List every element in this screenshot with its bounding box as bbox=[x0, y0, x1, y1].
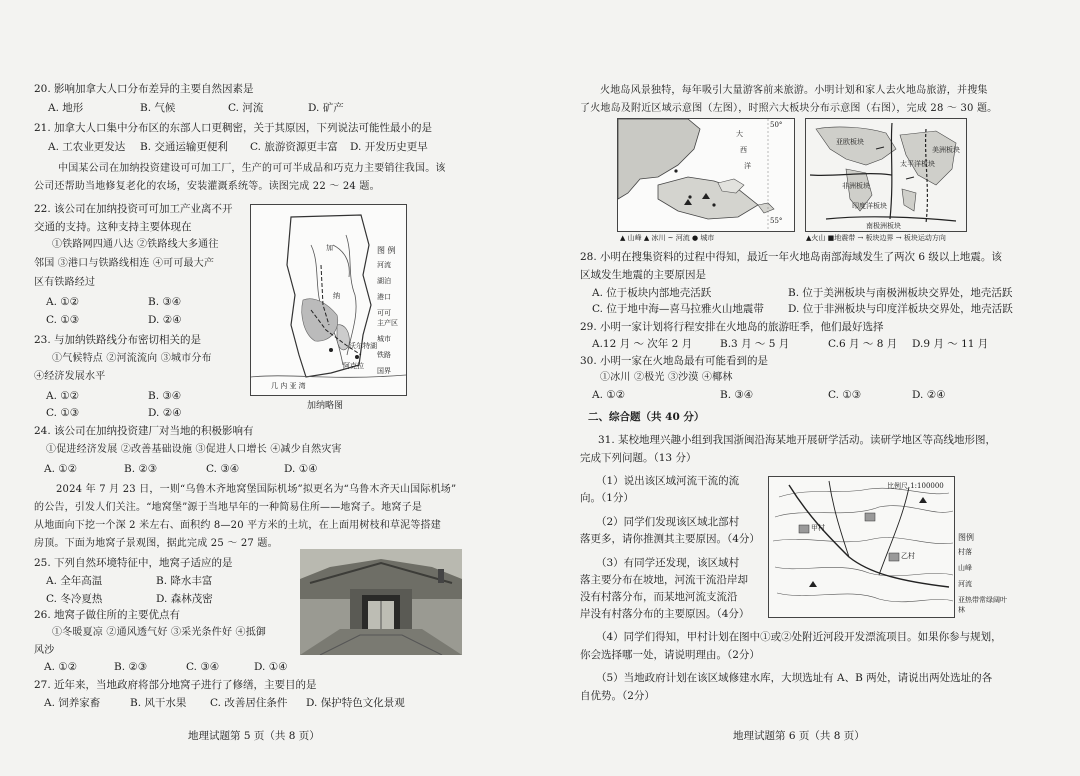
contour-scale: 比例尺 1:100000 bbox=[887, 482, 944, 490]
q23-stmt-1: ①气候特点 ②河流流向 ③城市分布 bbox=[52, 353, 212, 364]
q24-option-d: D. ①④ bbox=[284, 463, 318, 475]
q27-stem: 27. 近年来，当地政府将部分地窝子进行了修缮，主要目的是 bbox=[34, 679, 317, 691]
q26-option-b: B. ②③ bbox=[114, 661, 148, 673]
q21-option-d: D. 开发历史更早 bbox=[350, 141, 428, 153]
q21-option-a: A. 工农业更发达 bbox=[48, 141, 126, 153]
plate-label-indian: 印度洋板块 bbox=[852, 202, 887, 210]
q28-option-c: C. 位于地中海—喜马拉雅火山地震带 bbox=[592, 303, 764, 315]
q22-option-a: A. ①② bbox=[46, 296, 80, 308]
q26-option-d: D. ①④ bbox=[254, 661, 288, 673]
ocean-label-2: 西 bbox=[740, 146, 747, 154]
q26-option-c: C. ③④ bbox=[186, 661, 220, 673]
ocean-label-3: 洋 bbox=[744, 162, 751, 170]
q26-option-a: A. ①② bbox=[44, 661, 78, 673]
q31-p4-line-2: 你会选择哪一处，请说明理由。（2分） bbox=[580, 649, 760, 661]
legend-port: 港口 bbox=[377, 293, 391, 301]
q24-option-b: B. ②③ bbox=[124, 463, 158, 475]
q29-option-c: C.6 月 ～ 8 月 bbox=[828, 338, 898, 350]
map-label-lake: 沃尔特湖 bbox=[349, 342, 377, 350]
q28-line-2: 区域发生地震的主要原因是 bbox=[580, 269, 706, 281]
q23-stem: 23. 与加纳铁路线分布密切相关的是 bbox=[34, 334, 202, 346]
plates-map-svg bbox=[806, 119, 966, 231]
q25-option-c: C. 冬冷夏热 bbox=[46, 593, 103, 605]
q22-line-2: 交通的支持。这种支持主要体现在 bbox=[34, 221, 192, 233]
q30-option-c: C. ①③ bbox=[828, 389, 862, 401]
q25-option-a: A. 全年高温 bbox=[46, 575, 103, 587]
legend-forest: 亚热带常绿阔叶林 bbox=[958, 596, 1007, 614]
q31-p3-line-1: （3）有同学还发现，该区域村 bbox=[596, 557, 740, 569]
q30-stmts: ①冰川 ②极光 ③沙漠 ④椰林 bbox=[600, 372, 733, 383]
q20-option-c: C. 河流 bbox=[228, 102, 264, 114]
q23-option-d: D. ②④ bbox=[148, 407, 182, 419]
q27-option-d: D. 保护特色文化景观 bbox=[306, 697, 405, 709]
q23-option-b: B. ③④ bbox=[148, 390, 182, 402]
right-page bbox=[540, 0, 1080, 776]
contour-map bbox=[768, 476, 955, 618]
q24-stmts: ①促进经济发展 ②改善基础设施 ③促进人口增长 ④减少自然灾害 bbox=[46, 444, 342, 455]
q22-stmt-2: 邻国 ③港口与铁路线相连 ④可可最大产 bbox=[34, 258, 215, 269]
legend-railway: 铁路 bbox=[377, 351, 391, 359]
right-intro-line-2: 了火地岛及附近区域示意图（左图），时照六大板块分布示意图（右图），完成 28 ～ 30 题。 bbox=[580, 103, 998, 114]
plate-label-eurasia: 亚欧板块 bbox=[836, 138, 864, 146]
plates-map-legend: ▲火山 ■地震带 → 板块边界 → 板块运动方向 bbox=[806, 234, 946, 242]
q26-stmt-2: 风沙 bbox=[34, 645, 55, 656]
q31-p4-line-1: （4）同学们得知，甲村计划在图中①或②处附近河段开发漂流项目。如果你参与规划， bbox=[596, 631, 1002, 643]
intro2-line-2: 的公告，引发人们关注。“地窝堡”源于当地早年的一种简易住所——地窝子。地窝子是 bbox=[34, 502, 423, 513]
contour-legend-title: 图例 bbox=[958, 533, 974, 542]
plates-map bbox=[805, 118, 967, 232]
q31-p5-line-2: 自优势。（2分） bbox=[580, 690, 655, 702]
q23-option-a: A. ①② bbox=[46, 390, 80, 402]
q20-stem: 20. 影响加拿大人口分布差异的主要自然因素是 bbox=[34, 83, 254, 95]
map-legend-title: 图 例 bbox=[377, 246, 396, 255]
dugout-photo bbox=[300, 549, 462, 655]
map-label-sea: 几 内 亚 湾 bbox=[271, 382, 306, 390]
q30-stem: 30. 小明一家在火地岛最有可能看到的是 bbox=[580, 355, 769, 367]
dugout-photo-svg bbox=[300, 549, 462, 655]
plate-label-africa: 非洲板块 bbox=[842, 182, 870, 190]
plate-label-america: 美洲板块 bbox=[932, 146, 960, 154]
q20-option-d: D. 矿产 bbox=[308, 102, 344, 114]
legend-lake: 湖泊 bbox=[377, 277, 391, 285]
tierra-del-fuego-map bbox=[617, 118, 795, 232]
legend-river: 河流 bbox=[377, 261, 391, 269]
legend-cocoa-area: 主产区 bbox=[377, 319, 398, 327]
q22-option-c: C. ①③ bbox=[46, 314, 80, 326]
q25-stem: 25. 下列自然环境特征中，地窝子适应的是 bbox=[34, 557, 233, 569]
q31-p5-line-1: （5）当地政府计划在该区域修建水库，大坝选址有 A、B 两处，请说出两处选址的各 bbox=[596, 672, 993, 684]
q26-stem: 26. 地窝子做住所的主要优点有 bbox=[34, 609, 181, 621]
q21-stem: 21. 加拿大人口集中分布区的东部人口更稠密，关于其原因，下列说法可能性最小的是 bbox=[34, 122, 433, 134]
q29-option-b: B.3 月 ～ 5 月 bbox=[720, 338, 790, 350]
map-label-country2: 纳 bbox=[333, 292, 340, 300]
ocean-label-1: 大 bbox=[736, 130, 743, 138]
q22-option-d: D. ②④ bbox=[148, 314, 182, 326]
q29-option-a: A.12 月 ～ 次年 2 月 bbox=[592, 338, 693, 350]
lat-55-label: 55° bbox=[770, 217, 783, 225]
contour-map-svg bbox=[769, 477, 954, 617]
village-yi-label: 乙村 bbox=[901, 552, 915, 560]
legend-city: 城市 bbox=[377, 335, 391, 343]
q22-stmt-3: 区有铁路经过 bbox=[34, 277, 96, 288]
q26-stmt-1: ①冬暖夏凉 ②通风透气好 ③采光条件好 ④抵御 bbox=[52, 627, 267, 638]
q28-option-a: A. 位于板块内部地壳活跃 bbox=[592, 287, 712, 299]
q31-intro-line-2: 完成下列问题。（13 分） bbox=[580, 452, 697, 464]
q22-option-b: B. ③④ bbox=[148, 296, 182, 308]
intro2-line-3: 从地面向下挖一个深 2 米左右、面积约 8—20 平方米的土坑，在上面用树枝和草泥等搭建 bbox=[34, 520, 441, 531]
q27-option-a: A. 饲养家畜 bbox=[44, 697, 101, 709]
q24-stem: 24. 该公司在加纳投资建厂对当地的积极影响有 bbox=[34, 425, 254, 437]
intro1-line-2: 公司还帮助当地修复老化的农场，安装灌溉系统等。读图完成 22 ～ 24 题。 bbox=[34, 181, 380, 192]
q24-option-c: C. ③④ bbox=[206, 463, 240, 475]
q31-p3-line-2: 落主要分布在坡地，河流干流沿岸却 bbox=[580, 574, 748, 586]
lat-50-label: 50° bbox=[770, 121, 783, 129]
ghana-map-caption: 加纳略图 bbox=[307, 401, 344, 411]
q29-option-d: D.9 月 ～ 11 月 bbox=[912, 338, 989, 350]
q25-option-b: B. 降水丰富 bbox=[156, 575, 213, 587]
q31-p1-line-2: 向。（1分） bbox=[580, 492, 634, 504]
q24-option-a: A. ①② bbox=[44, 463, 78, 475]
q23-stmt-2: ④经济发展水平 bbox=[34, 371, 106, 382]
q31-p2-line-2: 落更多，请你推测其主要原因。（4分） bbox=[580, 533, 760, 545]
left-page-footer: 地理试题第 5 页（共 8 页） bbox=[188, 730, 320, 742]
q27-option-b: B. 风干水果 bbox=[130, 697, 187, 709]
q25-option-d: D. 森林茂密 bbox=[156, 593, 213, 605]
intro2-line-4: 房顶。下面为地窝子景观图，据此完成 25 ～ 27 题。 bbox=[34, 538, 278, 549]
q23-option-c: C. ①③ bbox=[46, 407, 80, 419]
right-intro-line-1: 火地岛风景独特，每年吸引大量游客前来旅游。小明计划和家人去火地岛旅游，并搜集 bbox=[600, 85, 988, 96]
q20-option-b: B. 气候 bbox=[140, 102, 176, 114]
right-page-footer: 地理试题第 6 页（共 8 页） bbox=[733, 730, 865, 742]
q31-p3-line-3: 没有村落分布，而某地河流支流沿 bbox=[580, 591, 738, 603]
plate-label-antarctic: 南极洲板块 bbox=[866, 222, 901, 230]
map-legend bbox=[377, 245, 405, 376]
q30-option-b: B. ③④ bbox=[720, 389, 754, 401]
q30-option-d: D. ②④ bbox=[912, 389, 946, 401]
legend-peak: 山峰 bbox=[958, 564, 972, 572]
tierra-map-legend: ▲ 山峰 ▲ 冰川 ~ 河流 ● 城市 bbox=[620, 234, 715, 242]
q28-option-d: D. 位于非洲板块与印度洋板块交界处，地壳活跃 bbox=[788, 303, 1013, 315]
legend-border: 国界 bbox=[377, 367, 391, 375]
contour-legend bbox=[958, 532, 1018, 615]
q30-option-a: A. ①② bbox=[592, 389, 626, 401]
legend-cocoa: 可可 bbox=[377, 309, 391, 317]
legend-village: 村落 bbox=[958, 548, 972, 556]
intro2-line-1: 2024 年 7 月 23 日，一则“乌鲁木齐地窝堡国际机场”拟更名为“乌鲁木齐天山国际机场” bbox=[56, 484, 457, 495]
q28-line-1: 28. 小明在搜集资料的过程中得知，最近一年火地岛南部海域发生了两次 6 级以上地震。该 bbox=[580, 251, 1002, 263]
village-jia-label: 甲村 bbox=[811, 524, 825, 532]
ghana-map bbox=[250, 204, 407, 396]
q28-option-b: B. 位于美洲板块与南极洲板块交界处，地壳活跃 bbox=[788, 287, 1013, 299]
q31-p3-line-4: 岸没有村落分布的主要原因。（4分） bbox=[580, 608, 750, 620]
q29-stem: 29. 小明一家计划将行程安排在火地岛的旅游旺季，他们最好选择 bbox=[580, 321, 884, 333]
map-label-country: 加 bbox=[326, 244, 333, 252]
q31-intro-line-1: 31. 某校地理兴趣小组到我国浙闽沿海某地开展研学活动。读研学地区等高线地形图， bbox=[598, 434, 997, 446]
tierra-del-fuego-svg bbox=[618, 119, 794, 231]
section-title: 二、综合题（共 40 分） bbox=[588, 411, 705, 423]
intro1-line-1: 中国某公司在加纳投资建设可可加工厂，生产的可可半成品和巧克力主要销往我国。该 bbox=[58, 163, 446, 174]
q21-option-c: C. 旅游资源更丰富 bbox=[250, 141, 338, 153]
q22-stmt-1: ①铁路网四通八达 ②铁路线大多通往 bbox=[52, 239, 219, 250]
plate-label-pacific: 太平洋板块 bbox=[900, 160, 935, 168]
map-label-city: 阿克拉 bbox=[343, 362, 364, 370]
q31-p1-line-1: （1）说出该区域河流干流的流 bbox=[596, 475, 740, 487]
q21-option-b: B. 交通运输更便利 bbox=[140, 141, 228, 153]
q27-option-c: C. 改善居住条件 bbox=[210, 697, 288, 709]
q31-p2-line-1: （2）同学们发现该区域北部村 bbox=[596, 516, 740, 528]
legend-stream: 河流 bbox=[958, 580, 972, 588]
q22-line-1: 22. 该公司在加纳投资可可加工产业离不开 bbox=[34, 203, 233, 215]
q20-option-a: A. 地形 bbox=[48, 102, 84, 114]
